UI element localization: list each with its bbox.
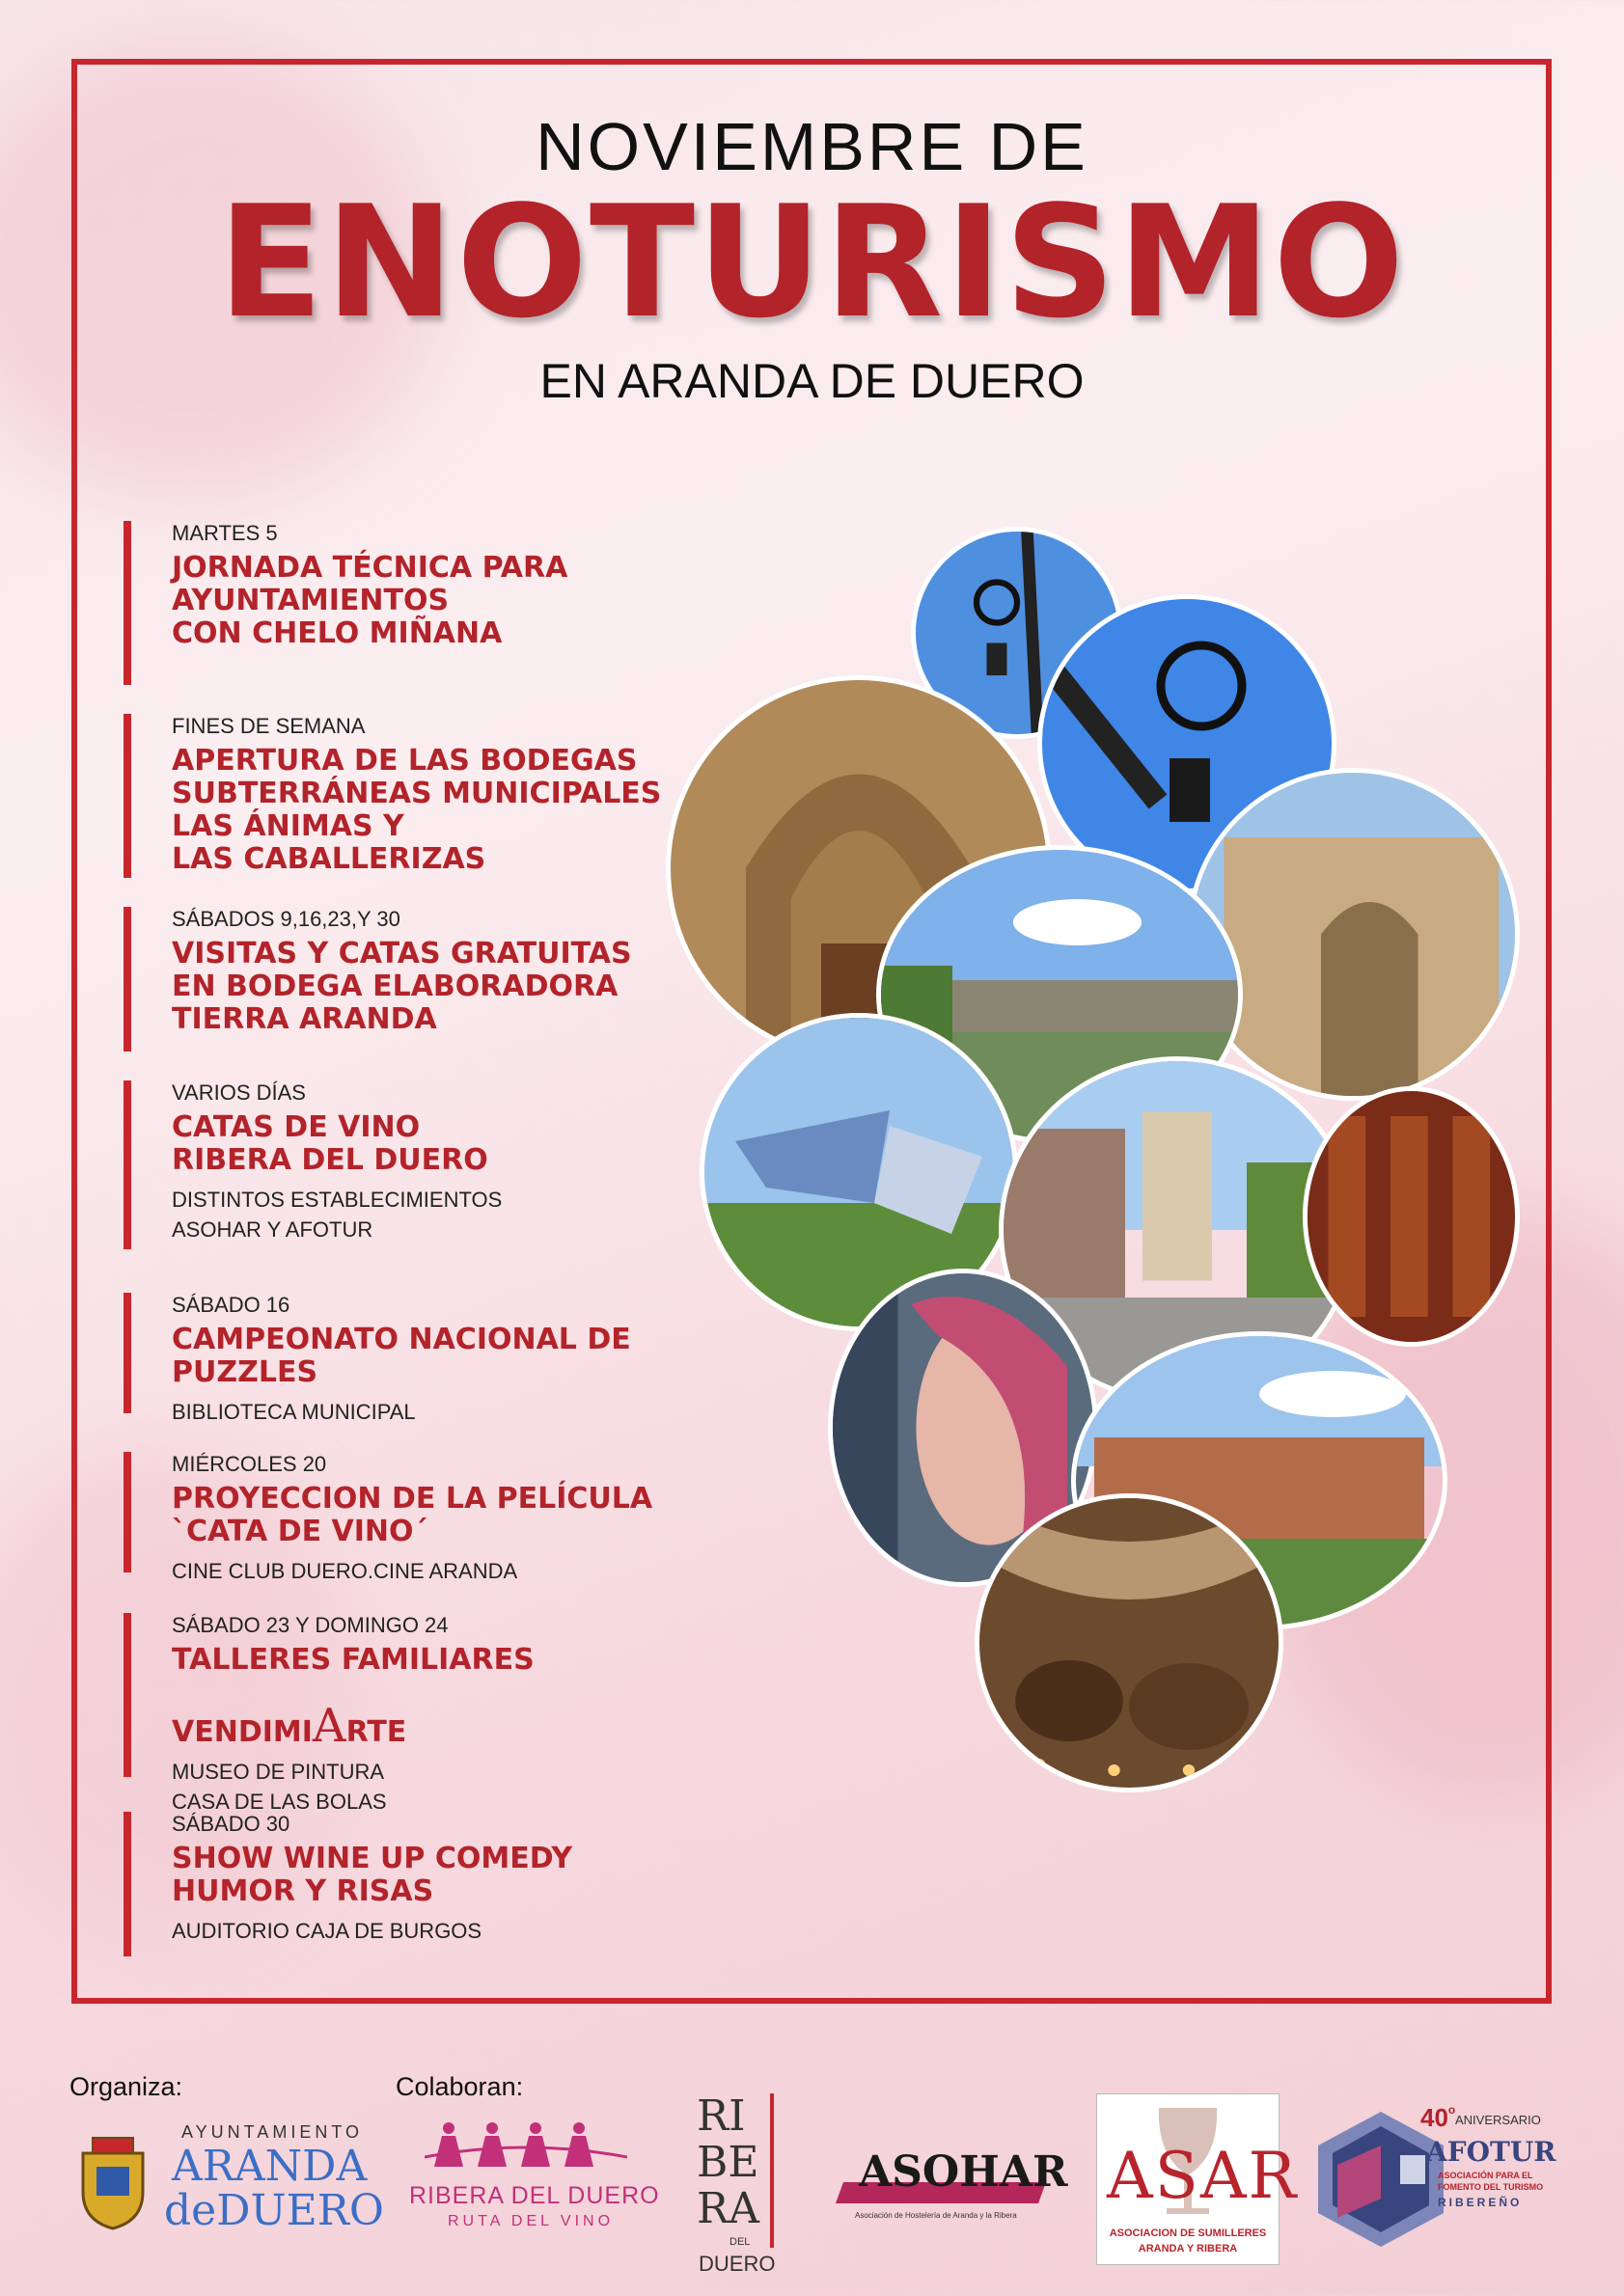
event-venue xyxy=(172,1916,741,1946)
ribera-do-l3: RA xyxy=(697,2184,759,2233)
ribera-ruta-line1: RIBERA DEL DUERO xyxy=(409,2182,660,2209)
logo-asar xyxy=(1096,2093,1299,2265)
title-subtitle: EN ARANDA DE DUERO xyxy=(539,354,1085,408)
venue-line: DISTINTOS ESTABLECIMIENTOS xyxy=(172,1188,503,1212)
ribera-do-l5: DUERO xyxy=(699,2252,776,2276)
aranda-de: de xyxy=(164,2186,217,2235)
event-title-vendimiarte xyxy=(172,1677,741,1753)
aranda-line2 xyxy=(164,2186,384,2235)
vendimiarte-a: A xyxy=(312,1699,346,1753)
event-8 xyxy=(124,1812,741,1956)
ribera-do-l2: BE xyxy=(697,2138,759,2187)
afotur-sub1: ASOCIACIÓN PARA EL xyxy=(1438,2171,1533,2180)
photo-carved-doors xyxy=(1303,1086,1520,1347)
afotur-num: 40 xyxy=(1420,2103,1448,2132)
asohar-name: ASOHAR xyxy=(859,2147,1068,2197)
vendimiarte-part: RTE xyxy=(345,1715,407,1749)
event-venue xyxy=(172,1556,741,1586)
event-date: FINES DE SEMANA xyxy=(172,714,366,738)
aranda-duero: DUERO xyxy=(216,2186,384,2235)
event-venue xyxy=(172,1757,741,1817)
event-title: TALLERES FAMILIARES xyxy=(172,1643,535,1677)
ribera-do-bar xyxy=(770,2093,774,2248)
afotur-name: AFOTUR xyxy=(1426,2136,1556,2168)
afotur-sub3: RIBEREÑO xyxy=(1438,2196,1523,2209)
logo-ayuntamiento-aranda xyxy=(75,2122,384,2248)
ribera-do-l4: DEL xyxy=(729,2236,751,2248)
event-title: VISITAS Y CATAS GRATUITAS EN BODEGA ELABORADORA TIERRA ARANDA xyxy=(172,937,632,1036)
aranda-line1: ARANDA xyxy=(172,2142,368,2191)
afotur-40 xyxy=(1420,2103,1455,2133)
event-4 xyxy=(124,1080,741,1249)
venue-line: CASA DE LAS BOLAS xyxy=(172,1790,387,1814)
aranda-small: AYUNTAMIENTO xyxy=(181,2122,364,2142)
venue-line: BIBLIOTECA MUNICIPAL xyxy=(172,1400,416,1424)
event-title: CATAS DE VINO RIBERA DEL DUERO xyxy=(172,1110,488,1177)
event-date: SÁBADO 23 Y DOMINGO 24 xyxy=(172,1613,449,1637)
logo-asohar xyxy=(840,2142,1068,2228)
venue-line: ASOHAR Y AFOTUR xyxy=(172,1217,373,1242)
coat-of-arms-icon xyxy=(75,2134,151,2230)
ribera-do-l1: RI xyxy=(697,2091,746,2141)
venue-line: MUSEO DE PINTURA xyxy=(172,1760,385,1784)
title-main: ENOTURISMO xyxy=(217,172,1407,352)
title-line-1: NOVIEMBRE DE xyxy=(536,109,1088,184)
event-date: SÁBADOS 9,16,23,Y 30 xyxy=(172,907,400,931)
photo-wine-cellar xyxy=(975,1493,1283,1792)
event-2 xyxy=(124,714,741,878)
event-title: APERTURA DE LAS BODEGAS SUBTERRÁNEAS MUNICIPALES LAS ÁNIMAS Y LAS CABALLERIZAS xyxy=(172,744,662,876)
asar-sub2: ARANDA Y RIBERA xyxy=(1138,2243,1238,2255)
colaboran-label: Colaboran: xyxy=(396,2072,524,2101)
event-date: MARTES 5 xyxy=(172,521,278,545)
venue-line: CINE CLUB DUERO.CINE ARANDA xyxy=(172,1559,518,1583)
event-date: SÁBADO 30 xyxy=(172,1812,290,1836)
event-6 xyxy=(124,1452,741,1583)
event-7 xyxy=(124,1613,741,1814)
logo-afotur xyxy=(1308,2103,1556,2257)
event-title: SHOW WINE UP COMEDY HUMOR Y RISAS xyxy=(172,1842,573,1908)
event-title: JORNADA TÉCNICA PARA AYUNTAMIENTOS CON CHELO MIÑANA xyxy=(172,551,568,650)
event-date: SÁBADO 16 xyxy=(172,1293,290,1317)
asohar-sub: Asociación de Hostelería de Aranda y la Ribera xyxy=(855,2211,1017,2220)
afotur-sub2: FOMENTO DEL TURISMO xyxy=(1438,2182,1544,2192)
afotur-aniv: ANIVERSARIO xyxy=(1455,2113,1541,2127)
vendimiarte-part: VENDIMI xyxy=(172,1715,313,1749)
event-1 xyxy=(124,521,741,685)
event-date: VARIOS DÍAS xyxy=(172,1080,306,1105)
ribera-ruta-line2: RUTA DEL VINO xyxy=(448,2213,615,2229)
event-date: MIÉRCOLES 20 xyxy=(172,1452,327,1476)
afotur-sup: o xyxy=(1447,2103,1456,2117)
venue-line: AUDITORIO CAJA DE BURGOS xyxy=(172,1919,482,1943)
dancing-figures-icon xyxy=(425,2118,627,2176)
logo-ribera-ruta-vino xyxy=(405,2113,660,2238)
event-venue xyxy=(172,1185,741,1244)
event-3 xyxy=(124,907,741,1052)
logo-ribera-do xyxy=(697,2093,784,2286)
event-venue xyxy=(172,1397,741,1427)
asar-name: ASAR xyxy=(1107,2139,1299,2213)
organiza-label: Organiza: xyxy=(69,2072,183,2101)
photo-church-facade xyxy=(1187,768,1520,1101)
event-5 xyxy=(124,1293,741,1424)
asar-sub1: ASOCIACION DE SUMILLERES xyxy=(1109,2228,1267,2239)
event-title: PROYECCION DE LA PELÍCULA `CATA DE VINO´ xyxy=(172,1482,653,1548)
event-title: CAMPEONATO NACIONAL DE PUZZLES xyxy=(172,1323,631,1389)
